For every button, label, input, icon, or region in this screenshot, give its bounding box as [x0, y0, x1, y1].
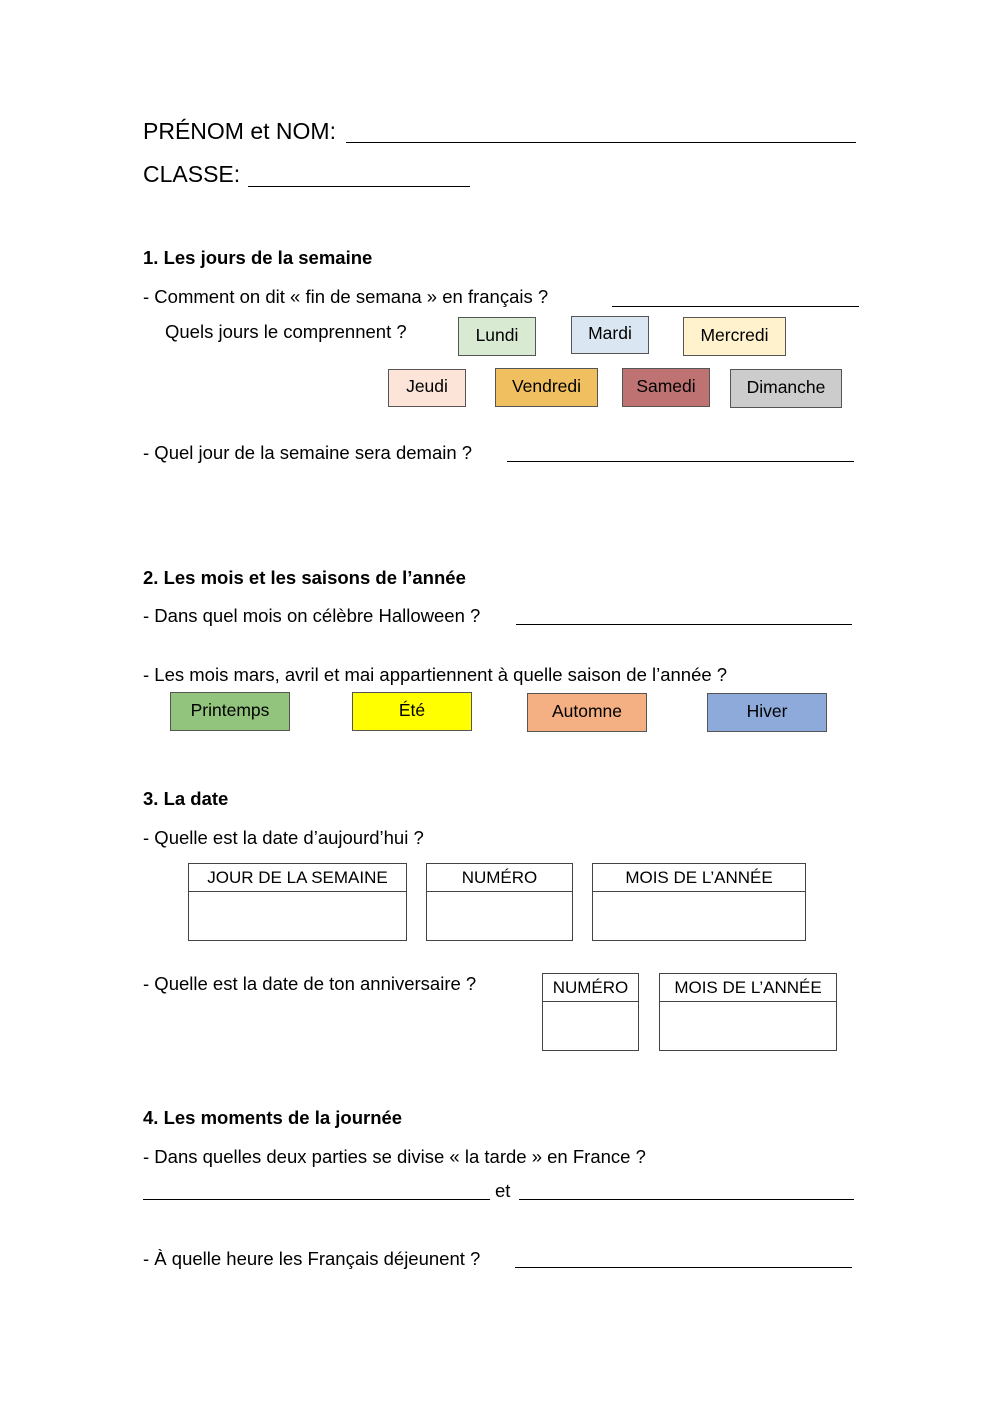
- day-chip-mercredi[interactable]: Mercredi: [683, 317, 786, 356]
- birthday-number-box: [542, 973, 639, 1051]
- class-answer-line[interactable]: [248, 186, 470, 187]
- season-chip-hiver[interactable]: Hiver: [707, 693, 827, 732]
- afternoon-part-2-line[interactable]: [519, 1199, 854, 1200]
- lunch-time-answer-line[interactable]: [515, 1267, 852, 1268]
- day-chip-vendredi[interactable]: Vendredi: [495, 368, 598, 407]
- birthday-month-cell[interactable]: [660, 1002, 836, 1050]
- day-chip-samedi[interactable]: Samedi: [622, 368, 710, 407]
- weekend-days-question: Quels jours le comprennent ?: [165, 321, 407, 342]
- season-chip-printemps[interactable]: Printemps: [170, 692, 290, 731]
- today-number-cell[interactable]: [427, 892, 572, 940]
- weekend-answer-line[interactable]: [612, 306, 859, 307]
- day-chip-lundi[interactable]: Lundi: [458, 317, 536, 356]
- connector-et: et: [495, 1180, 511, 1201]
- afternoon-part-1-line[interactable]: [143, 1199, 490, 1200]
- season-question: - Les mois mars, avril et mai appartiennent à quelle saison de l’année ?: [143, 664, 728, 685]
- today-month-box: [592, 863, 806, 941]
- tomorrow-question: - Quel jour de la semaine sera demain ?: [143, 442, 473, 463]
- section-4-title: 4. Les moments de la journée: [143, 1107, 403, 1128]
- today-month-cell[interactable]: [593, 892, 805, 940]
- birthday-month-header: MOIS DE L’ANNÉE: [660, 974, 836, 1002]
- season-chip-automne[interactable]: Automne: [527, 693, 647, 732]
- birthday-number-header: NUMÉRO: [543, 974, 638, 1002]
- season-chip-ete[interactable]: Été: [352, 692, 472, 731]
- today-weekday-cell[interactable]: [189, 892, 406, 940]
- section-2-title: 2. Les mois et les saisons de l’année: [143, 567, 466, 588]
- weekend-question: - Comment on dit « fin de semana » en français ?: [143, 286, 549, 307]
- section-3-title: 3. La date: [143, 788, 229, 809]
- tomorrow-answer-line[interactable]: [507, 461, 854, 462]
- name-label: PRÉNOM et NOM:: [143, 118, 336, 144]
- birthday-number-cell[interactable]: [543, 1002, 638, 1050]
- birthday-month-box: [659, 973, 837, 1051]
- birthday-question: - Quelle est la date de ton anniversaire ?: [143, 973, 477, 994]
- today-date-question: - Quelle est la date d’aujourd’hui ?: [143, 827, 424, 848]
- class-label: CLASSE:: [143, 161, 241, 187]
- lunch-time-question: - À quelle heure les Français déjeunent ?: [143, 1248, 481, 1269]
- today-month-header: MOIS DE L’ANNÉE: [593, 864, 805, 892]
- today-number-box: [426, 863, 573, 941]
- halloween-answer-line[interactable]: [516, 624, 852, 625]
- day-chip-dimanche[interactable]: Dimanche: [730, 369, 842, 408]
- section-1-title: 1. Les jours de la semaine: [143, 247, 373, 268]
- day-chip-mardi[interactable]: Mardi: [571, 316, 649, 354]
- halloween-question: - Dans quel mois on célèbre Halloween ?: [143, 605, 481, 626]
- afternoon-parts-question: - Dans quelles deux parties se divise « la tarde » en France ?: [143, 1146, 646, 1167]
- today-weekday-header: JOUR DE LA SEMAINE: [189, 864, 406, 892]
- name-answer-line[interactable]: [346, 142, 856, 143]
- day-chip-jeudi[interactable]: Jeudi: [388, 369, 466, 407]
- today-weekday-box: [188, 863, 407, 941]
- today-number-header: NUMÉRO: [427, 864, 572, 892]
